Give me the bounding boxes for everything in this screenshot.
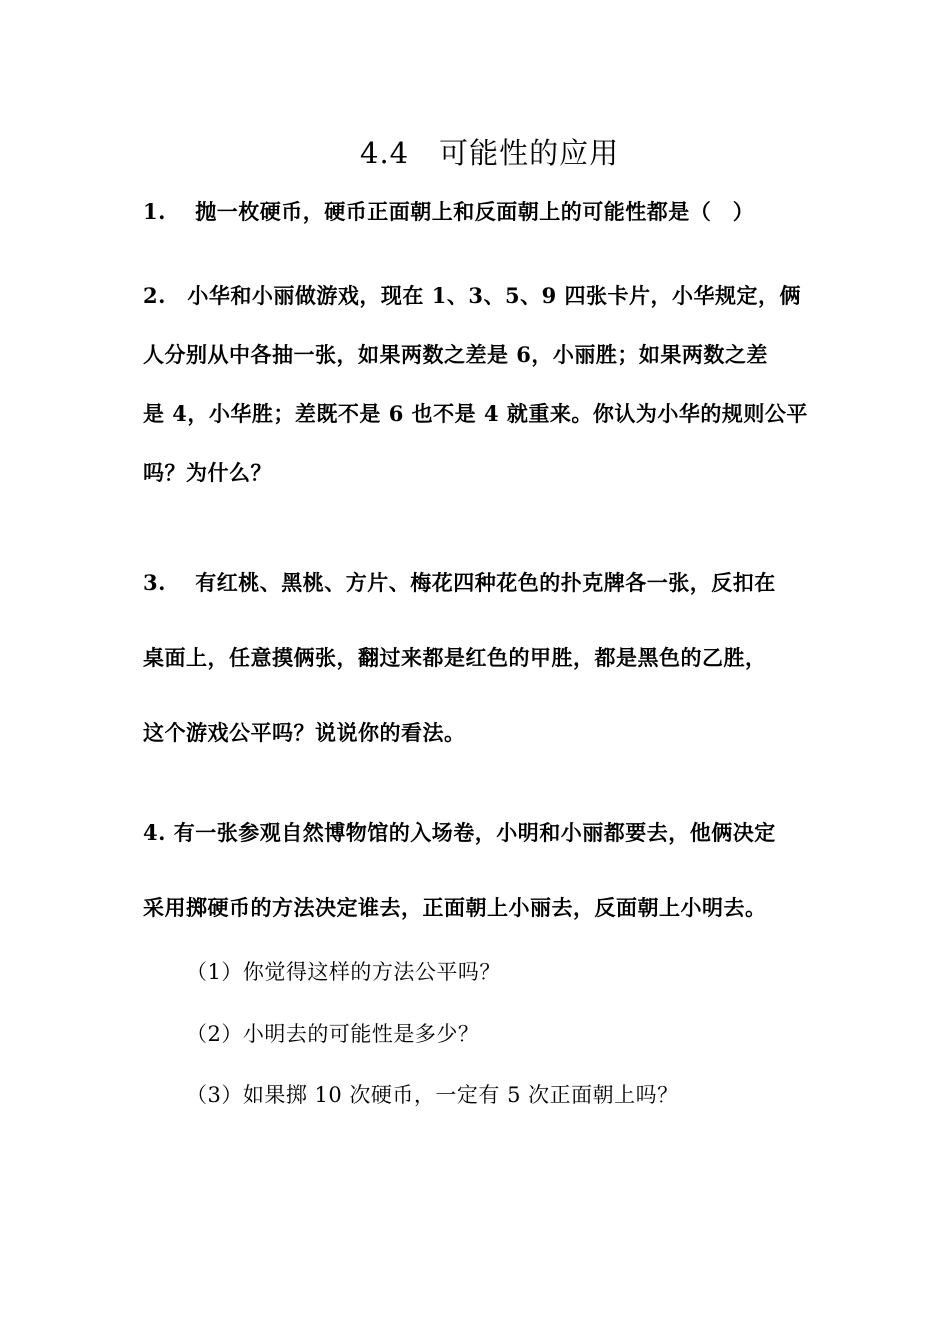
question-2-line-1: 2. 小华和小丽做游戏，现在 1、3、5、9 四张卡片，小华规定，俩	[143, 283, 801, 308]
question-3-line-1: 3. 有红桃、黑桃、方片、梅花四种花色的扑克牌各一张，反扣在	[143, 570, 776, 595]
question-4-sub-3: （3）如果掷 10 次硬币，一定有 5 次正面朝上吗？	[186, 1083, 679, 1107]
question-2-line-3: 是 4，小华胜；差既不是 6 也不是 4 就重来。你认为小华的规则公平	[143, 401, 808, 426]
question-4-line-1: 4. 有一张参观自然博物馆的入场卷，小明和小丽都要去，他俩决定	[143, 820, 776, 845]
question-4-sub-1: （1）你觉得这样的方法公平吗？	[186, 960, 501, 984]
question-3-line-3: 这个游戏公平吗？说说你的看法。	[143, 720, 466, 745]
question-4-line-2: 采用掷硬币的方法决定谁去，正面朝上小丽去，反面朝上小明去。	[143, 895, 767, 920]
question-4-sub-2: （2）小明去的可能性是多少？	[186, 1022, 480, 1046]
question-2-line-2: 人分别从中各抽一张，如果两数之差是 6，小丽胜；如果两数之差	[143, 342, 768, 367]
question-2-line-4: 吗？为什么？	[143, 460, 272, 485]
question-3-line-2: 桌面上，任意摸俩张，翻过来都是红色的甲胜，都是黑色的乙胜，	[143, 645, 767, 670]
page-title: 4.4 可能性的应用	[360, 136, 620, 170]
question-1-line-1: 1. 抛一枚硬币，硬币正面朝上和反面朝上的可能性都是（ ）	[143, 199, 755, 224]
